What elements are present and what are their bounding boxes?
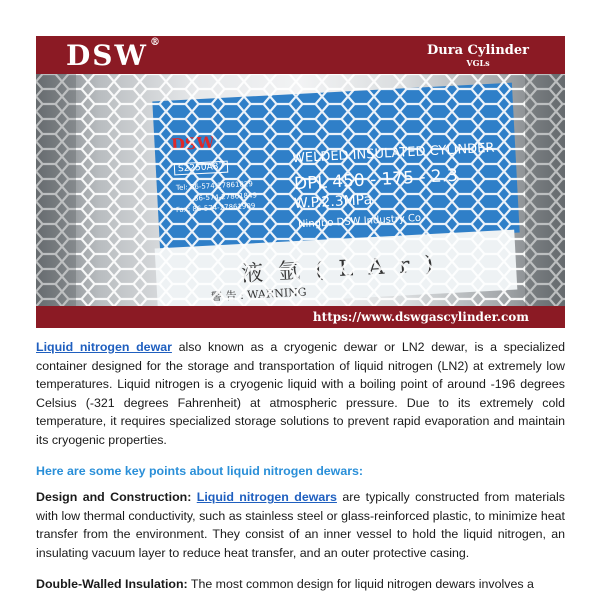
article-body	[36, 338, 565, 593]
liquid-nitrogen-dewars-link[interactable]: Liquid nitrogen dewars	[196, 490, 337, 505]
dsw-logo	[66, 36, 162, 72]
intro-paragraph	[36, 338, 565, 450]
design-term: Design and Construction:	[36, 490, 192, 505]
intro-text: also known as a cryogenic dewar or LN2 dewar, is a specialized container designed for the storage and transportation of liquid nitrogen (LN2) at extremely low temperatures. Liquid nitrogen is a cryogenic liquid with a boiling point of around -196 degrees Celsius (-321 degrees Fahrenheit) at atmospheric pressure. Due to its extremely cold temperature, it requires specialized storage solutions to prevent rapid evaporation and maintain its cryogenic properties.	[36, 340, 565, 447]
section-heading: Here are some key points about liquid nitrogen dewars:	[36, 463, 364, 478]
brand-line-1: Dura Cylinder	[427, 42, 529, 58]
website-url: https://www.dswgascylinder.com	[312, 310, 529, 324]
brand-tagline	[427, 43, 529, 68]
design-text: are typically constructed from materials with low thermal conductivity, such as stainless steel or glass-reinforced plastic, to minimize heat transfer from the environment. They consist of an inner vessel to hold the liquid nitrogen, an insulating vacuum layer to reduce heat transfer, and an outer protective casing.	[36, 490, 565, 560]
protective-mesh	[36, 74, 565, 306]
double-walled-term: Double-Walled Insulation:	[36, 576, 188, 591]
registered-mark: ®	[149, 36, 162, 48]
cylinder-photo	[36, 74, 565, 306]
logo-text: DSW	[66, 38, 148, 72]
brand-line-2: VGLs	[466, 57, 490, 68]
banner-header	[36, 36, 565, 74]
double-walled-text: The most common design for liquid nitrogen dewars involves a	[187, 576, 534, 591]
liquid-nitrogen-dewar-link[interactable]: Liquid nitrogen dewar	[36, 340, 172, 354]
design-paragraph	[36, 488, 565, 562]
double-walled-paragraph	[36, 575, 565, 594]
product-banner	[36, 36, 565, 328]
